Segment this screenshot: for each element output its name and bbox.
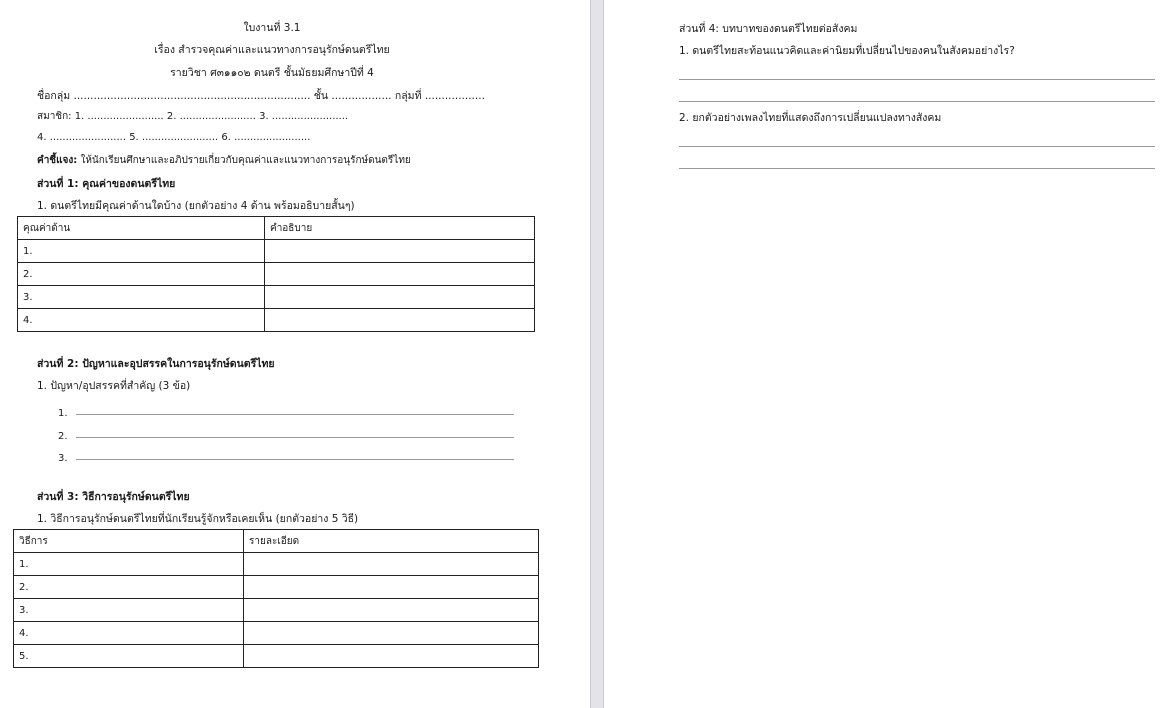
section-4-heading: ส่วนที่ 4: บทบาทของดนตรีไทยต่อสังคม <box>679 23 858 35</box>
instruction-label: คำชี้แจง: <box>37 155 78 166</box>
table-cell[interactable]: 4. <box>14 622 244 645</box>
section-2-heading: ส่วนที่ 2: ปัญหาและอุปสรรคในการอนุรักษ์ดนตรีไทย <box>37 358 275 370</box>
problem-item-number: 2. <box>58 431 68 442</box>
section-4-question-2: 2. ยกตัวอย่างเพลงไทยที่แสดงถึงการเปลี่ยนแปลงทางสังคม <box>679 112 942 124</box>
table-header-cell: คุณค่าด้าน <box>18 217 265 240</box>
group-name-line: ชื่อกลุ่ม ....................................................................... ชั้น .................. กลุ่มที่ .................. <box>37 90 485 102</box>
document-page-2 <box>604 0 1167 708</box>
table-cell[interactable] <box>244 576 539 599</box>
answer-line[interactable] <box>76 459 514 460</box>
table-cell[interactable] <box>244 553 539 576</box>
section-3-heading: ส่วนที่ 3: วิธีการอนุรักษ์ดนตรีไทย <box>37 491 190 503</box>
answer-line[interactable] <box>679 146 1155 147</box>
table-row <box>14 576 539 599</box>
table-header-row <box>18 217 535 240</box>
table-row <box>18 263 535 286</box>
table-cell[interactable] <box>265 240 535 263</box>
problem-item-number: 3. <box>58 453 68 464</box>
members-line-1: สมาชิก: 1. ........................ 2. ........................ 3. ........................ <box>37 111 349 122</box>
table-cell[interactable]: 1. <box>18 240 265 263</box>
table-header-cell: รายละเอียด <box>244 530 539 553</box>
table-row <box>18 240 535 263</box>
members-line-2: 4. ........................ 5. ........................ 6. ........................ <box>37 132 311 143</box>
table-cell[interactable] <box>265 309 535 332</box>
table-cell[interactable] <box>265 263 535 286</box>
problem-item-number: 1. <box>58 408 68 419</box>
worksheet-subtitle: เรื่อง สำรวจคุณค่าและแนวทางการอนุรักษ์ดนตรีไทย <box>154 44 390 56</box>
table-row <box>18 286 535 309</box>
course-line: รายวิชา ศ๓๑๑๐๒ ดนตรี ชั้นมัธยมศึกษาปีที่ 4 <box>170 67 374 79</box>
table-cell[interactable]: 4. <box>18 309 265 332</box>
table-cell[interactable] <box>244 599 539 622</box>
values-table <box>17 216 535 332</box>
section-1-heading: ส่วนที่ 1: คุณค่าของดนตรีไทย <box>37 178 176 190</box>
page-gutter <box>590 0 604 708</box>
table-header-cell: วิธีการ <box>14 530 244 553</box>
answer-line[interactable] <box>679 101 1155 102</box>
table-row <box>14 599 539 622</box>
table-row <box>18 309 535 332</box>
worksheet-title: ใบงานที่ 3.1 <box>243 22 301 34</box>
table-cell[interactable]: 3. <box>14 599 244 622</box>
table-cell[interactable]: 2. <box>14 576 244 599</box>
instruction-paragraph <box>37 153 411 168</box>
table-row <box>14 553 539 576</box>
section-2-question: 1. ปัญหา/อุปสรรคที่สำคัญ (3 ข้อ) <box>37 380 191 392</box>
table-cell[interactable]: 5. <box>14 645 244 668</box>
answer-line[interactable] <box>679 168 1155 169</box>
section-3-question: 1. วิธีการอนุรักษ์ดนตรีไทยที่นักเรียนรู้จักหรือเคยเห็น (ยกตัวอย่าง 5 วิธี) <box>37 513 359 525</box>
table-header-row <box>14 530 539 553</box>
table-row <box>14 622 539 645</box>
section-1-question: 1. ดนตรีไทยมีคุณค่าด้านใดบ้าง (ยกตัวอย่าง 4 ด้าน พร้อมอธิบายสั้นๆ) <box>37 200 355 212</box>
table-cell[interactable] <box>244 622 539 645</box>
instruction-text: ให้นักเรียนศึกษาและอภิปรายเกี่ยวกับคุณค่าและแนวทางการอนุรักษ์ดนตรีไทย <box>77 155 411 166</box>
table-row <box>14 645 539 668</box>
table-cell[interactable]: 3. <box>18 286 265 309</box>
answer-line[interactable] <box>76 437 514 438</box>
methods-table <box>13 529 539 668</box>
table-cell[interactable] <box>244 645 539 668</box>
table-cell[interactable]: 1. <box>14 553 244 576</box>
answer-line[interactable] <box>76 414 514 415</box>
section-4-question-1: 1. ดนตรีไทยสะท้อนแนวคิดและค่านิยมที่เปลี่ยนไปของคนในสังคมอย่างไร? <box>679 45 1015 57</box>
table-cell[interactable] <box>265 286 535 309</box>
table-cell[interactable]: 2. <box>18 263 265 286</box>
answer-line[interactable] <box>679 79 1155 80</box>
table-header-cell: คำอธิบาย <box>265 217 535 240</box>
